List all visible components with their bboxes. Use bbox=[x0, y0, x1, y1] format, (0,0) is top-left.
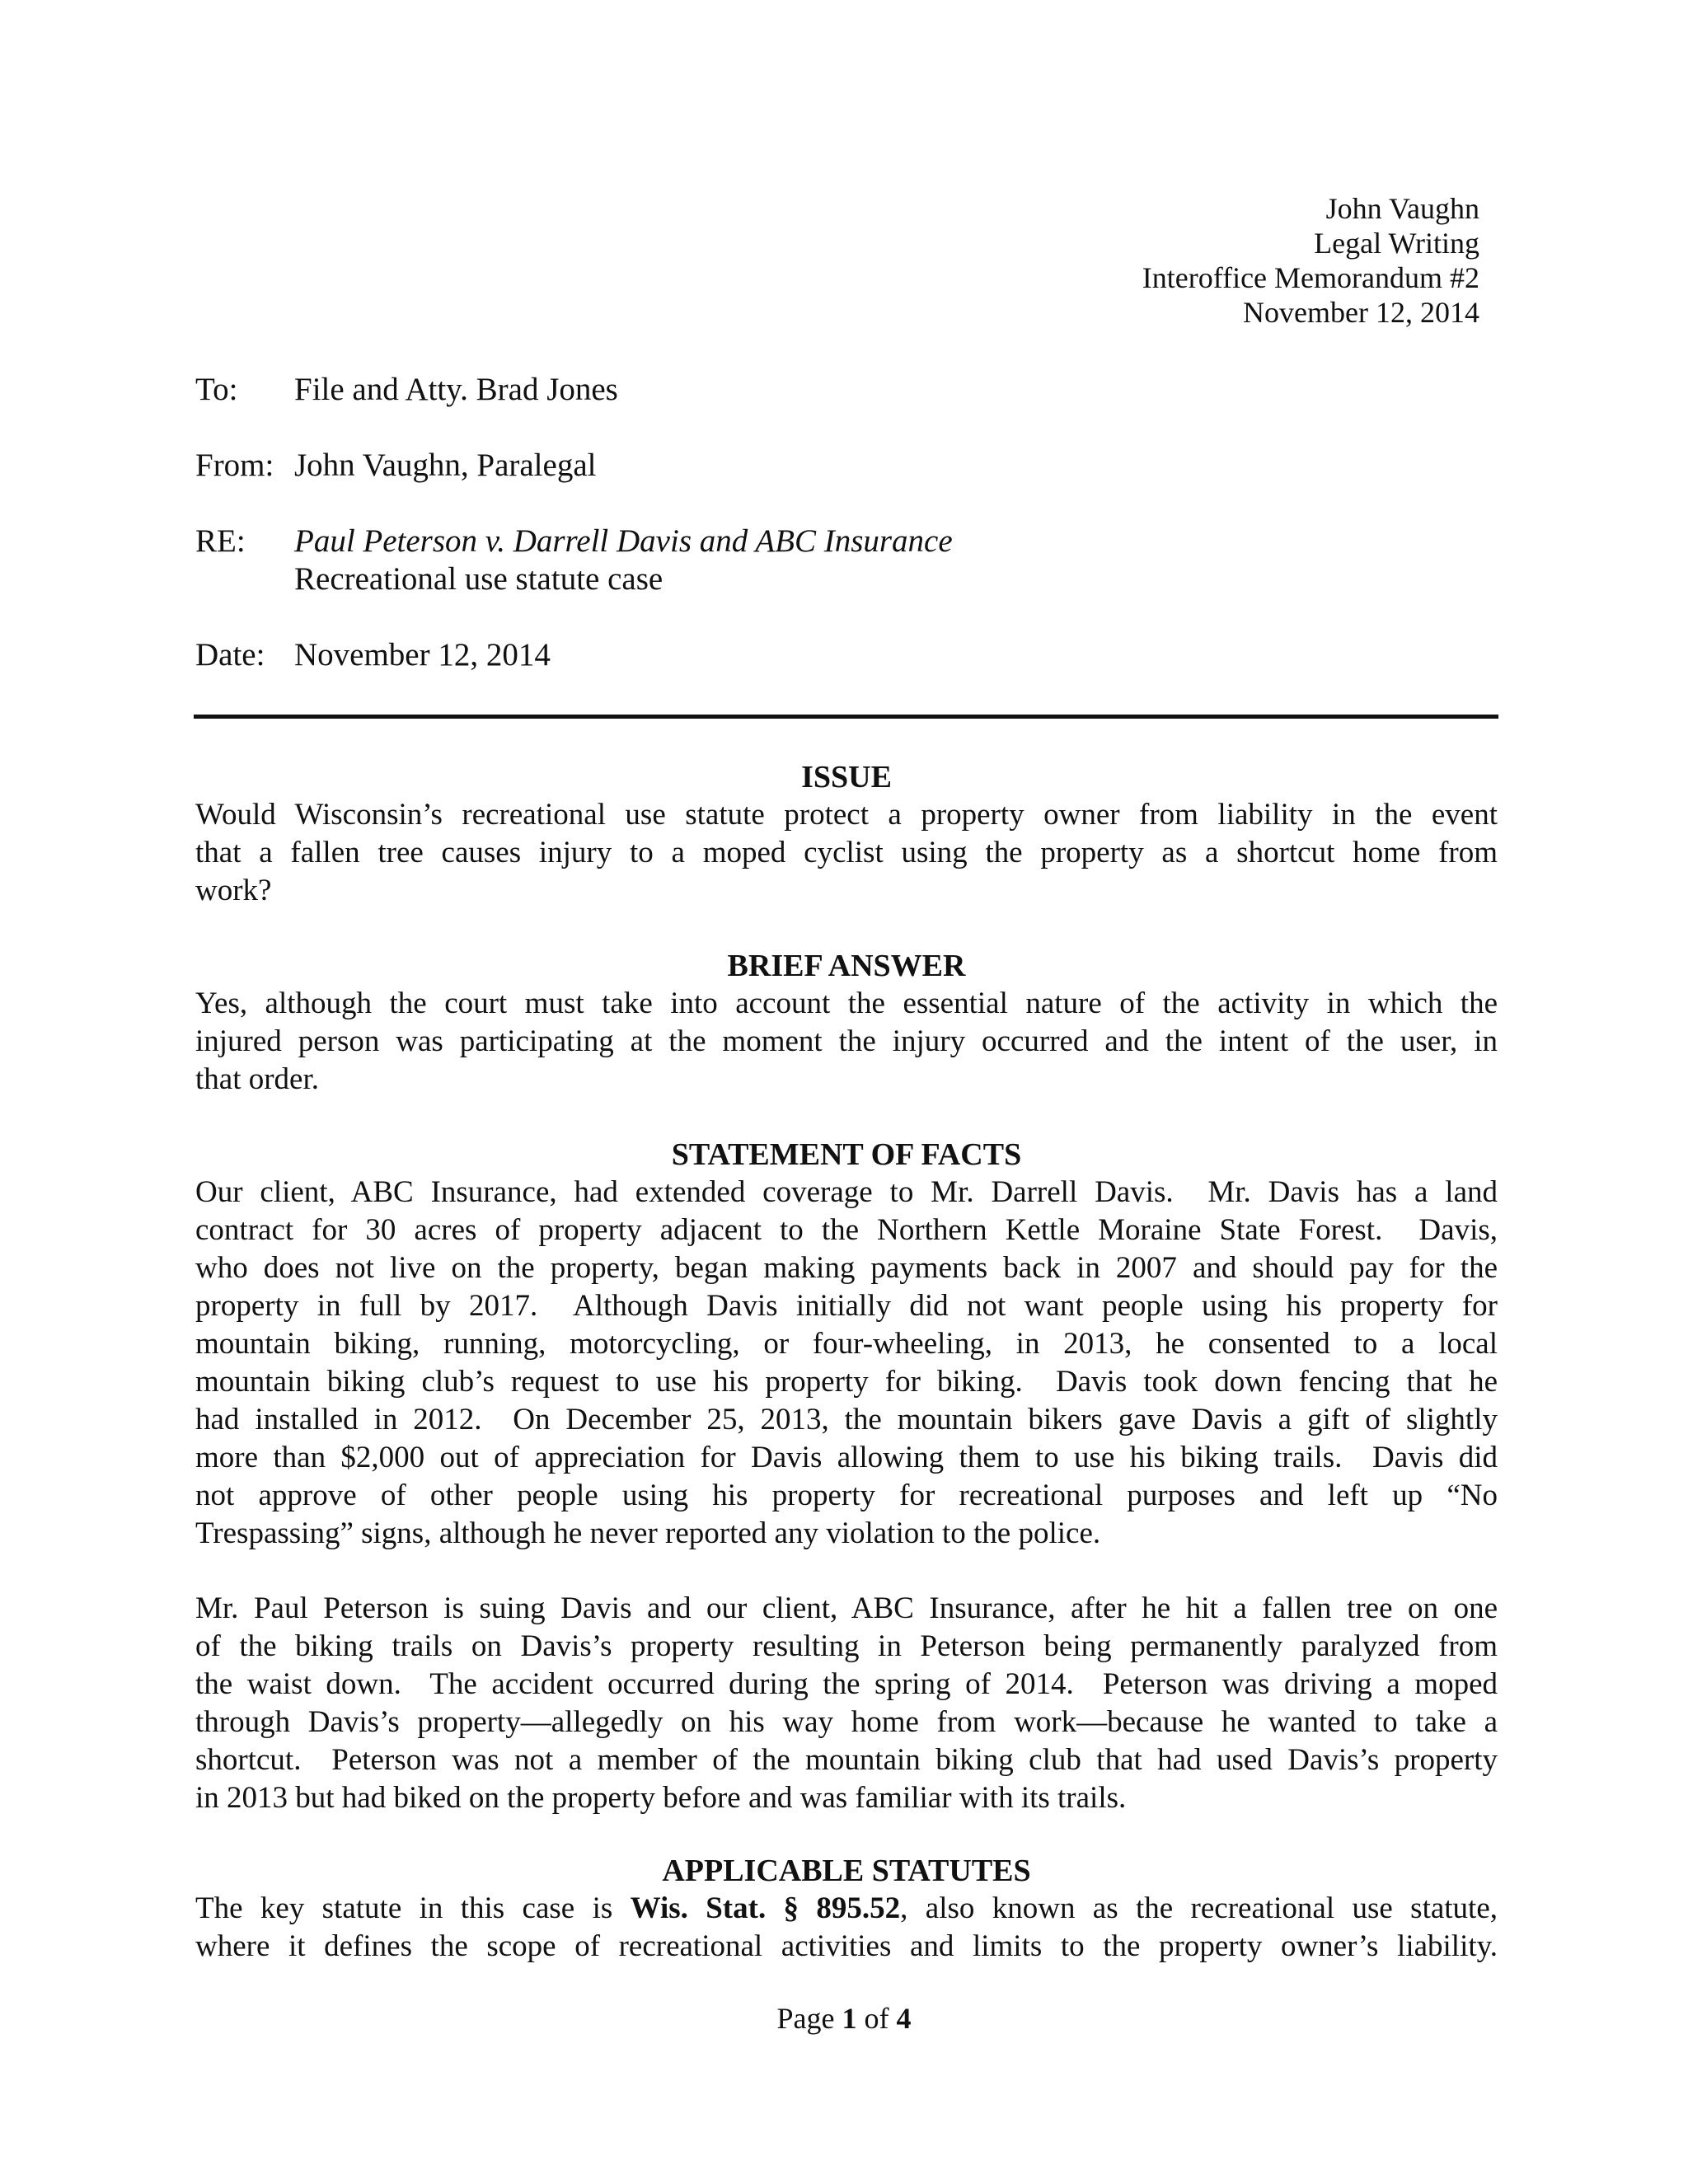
issue-heading: ISSUE bbox=[801, 760, 892, 794]
facts-paragraph-1 bbox=[195, 1174, 1498, 1553]
facts-heading: STATEMENT OF FACTS bbox=[671, 1137, 1022, 1172]
facts-line: Trespassing” signs, although he never reported any violation to the police. bbox=[195, 1516, 1101, 1550]
facts-line: through Davis’s property—allegedly on his way home from work—because he wanted to take a bbox=[195, 1705, 1498, 1739]
facts-line: Mr. Paul Peterson is suing Davis and our client, ABC Insurance, after he hit a fallen tree on one bbox=[195, 1591, 1498, 1625]
facts-line: Our client, ABC Insurance, had extended coverage to Mr. Darrell Davis. Mr. Davis has a land bbox=[195, 1175, 1498, 1209]
brief-answer-paragraph bbox=[195, 985, 1498, 1099]
memo-re-subject: Recreational use statute case bbox=[294, 561, 663, 597]
facts-line: the waist down. The accident occurred during the spring of 2014. Peterson was driving a moped bbox=[195, 1667, 1498, 1701]
memo-re-label: RE: bbox=[195, 523, 246, 559]
statutes-paragraph bbox=[195, 1890, 1498, 1966]
memo-from-row bbox=[195, 447, 596, 485]
facts-line: shortcut. Peterson was not a member of the mountain biking club that had used Davis’s property bbox=[195, 1743, 1498, 1777]
facts-line: mountain biking, running, motorcycling, or four-wheeling, in 2013, he consented to a local bbox=[195, 1327, 1498, 1361]
facts-line: property in full by 2017. Although Davis initially did not want people using his property for bbox=[195, 1289, 1498, 1323]
statutes-text: , also known as the recreational use statute, bbox=[900, 1891, 1498, 1925]
facts-line: had installed in 2012. On December 25, 2013, the mountain bikers gave Davis a gift of slightly bbox=[195, 1403, 1498, 1436]
header-doc-title: Interoffice Memorandum #2 bbox=[1142, 261, 1479, 294]
facts-line: not approve of other people using his property for recreational purposes and left up “No bbox=[195, 1479, 1498, 1512]
brief-answer-line: Yes, although the court must take into account the essential nature of the activity in which the bbox=[195, 987, 1498, 1020]
header-divider bbox=[194, 715, 1498, 719]
header-block bbox=[1142, 191, 1479, 330]
memo-to-row bbox=[195, 371, 618, 409]
statutes-line: where it defines the scope of recreational activities and limits to the property owner’s liability. bbox=[195, 1929, 1498, 1963]
issue-line: work? bbox=[195, 874, 272, 907]
memo-to-value: File and Atty. Brad Jones bbox=[294, 372, 618, 407]
footer-page-number: 1 bbox=[842, 2002, 857, 2035]
header-date: November 12, 2014 bbox=[1243, 296, 1479, 329]
memo-from-value: John Vaughn, Paralegal bbox=[294, 448, 597, 483]
header-author: John Vaughn bbox=[1325, 192, 1479, 225]
memo-from-label: From: bbox=[195, 448, 274, 483]
issue-paragraph bbox=[195, 796, 1498, 910]
statutes-heading: APPLICABLE STATUTES bbox=[662, 1854, 1031, 1888]
memo-re-row bbox=[195, 523, 953, 598]
brief-answer-line: injured person was participating at the moment the injury occurred and the intent of the user, in bbox=[195, 1024, 1498, 1058]
footer-page-total: 4 bbox=[896, 2002, 912, 2035]
facts-line: more than $2,000 out of appreciation for Davis allowing them to use his biking trails. Davis did bbox=[195, 1441, 1498, 1474]
facts-paragraph-2 bbox=[195, 1590, 1498, 1817]
footer-of-word: of bbox=[856, 2002, 897, 2035]
page-footer bbox=[0, 2001, 1688, 2036]
memo-date-row bbox=[195, 636, 551, 674]
brief-answer-line: that order. bbox=[195, 1062, 320, 1096]
memo-date-label: Date: bbox=[195, 637, 265, 673]
memo-to-label: To: bbox=[195, 372, 238, 407]
facts-line: in 2013 but had biked on the property before and was familiar with its trails. bbox=[195, 1781, 1127, 1815]
header-course: Legal Writing bbox=[1314, 227, 1479, 260]
facts-line: contract for 30 acres of property adjacent to the Northern Kettle Moraine State Forest. Davis, bbox=[195, 1213, 1498, 1247]
statutes-line bbox=[195, 1890, 1498, 1928]
memo-date-value: November 12, 2014 bbox=[294, 637, 551, 673]
issue-line: that a fallen tree causes injury to a moped cyclist using the property as a shortcut home from bbox=[195, 836, 1498, 869]
issue-line: Would Wisconsin’s recreational use statute protect a property owner from liability in the event bbox=[195, 798, 1498, 832]
brief-answer-heading: BRIEF ANSWER bbox=[727, 949, 966, 983]
footer-page-word: Page bbox=[776, 2002, 842, 2035]
facts-line: mountain biking club’s request to use his property for biking. Davis took down fencing that he bbox=[195, 1365, 1498, 1399]
facts-line: who does not live on the property, began making payments back in 2007 and should pay for the bbox=[195, 1251, 1498, 1285]
facts-line: of the biking trails on Davis’s property resulting in Peterson being permanently paralyzed from bbox=[195, 1629, 1498, 1663]
statute-citation: Wis. Stat. § 895.52 bbox=[630, 1891, 901, 1925]
statutes-text: The key statute in this case is bbox=[195, 1891, 631, 1925]
memo-re-case: Paul Peterson v. Darrell Davis and ABC Insurance bbox=[294, 523, 953, 559]
